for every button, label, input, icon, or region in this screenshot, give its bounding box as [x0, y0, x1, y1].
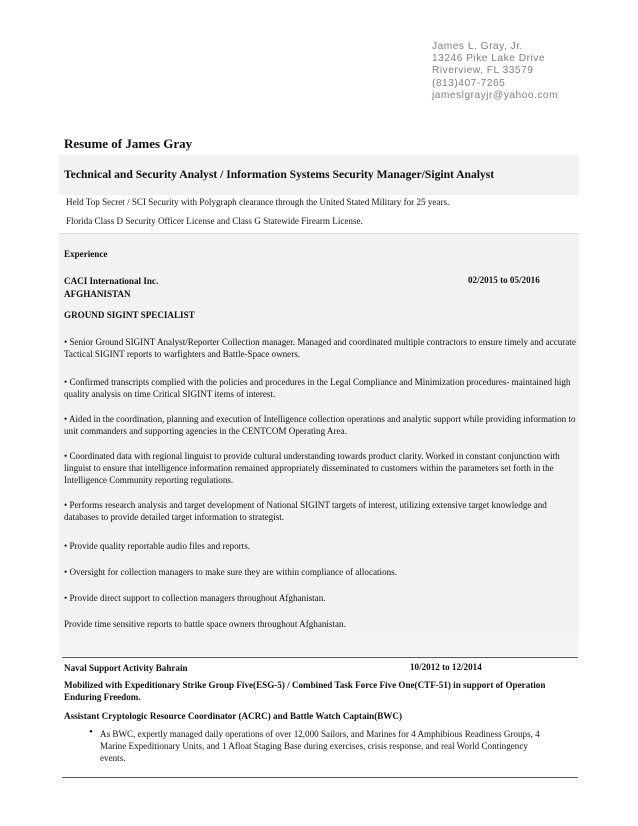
- contact-email: jameslgrayjr@yahoo.com: [432, 89, 559, 101]
- summary-line-clearance: Held Top Secret / SCI Security with Polygraph clearance through the United Stated Military for 25 years.: [66, 197, 450, 207]
- job1-dates: 02/2015 to 05/2016: [468, 275, 540, 285]
- job2-top-rule: [62, 657, 578, 658]
- job1-bullet-5: • Performs research analysis and target development of National SIGINT targets of interest, utilizing extensive target knowledge and databases to provide detailed target information to strategist.: [64, 500, 547, 523]
- job1-position: GROUND SIGINT SPECIALIST: [64, 310, 195, 320]
- contact-city: Riverview, FL 33579: [432, 65, 534, 77]
- job1-location: AFGHANISTAN: [64, 289, 131, 299]
- resume-title: Resume of James Gray: [64, 136, 193, 151]
- contact-block: [432, 41, 558, 102]
- experience-heading: Experience: [64, 249, 108, 259]
- job2-bullet-dot: •: [89, 726, 93, 738]
- job1-closing: Provide time sensitive reports to battle space owners throughout Afghanistan.: [64, 619, 346, 629]
- job-gap-band: [59, 634, 579, 656]
- job1-bullet-6: • Provide quality reportable audio files and reports.: [64, 541, 251, 551]
- contact-address: 13246 Pike Lake Drive: [432, 53, 546, 65]
- job1-bullet-4: • Coordinated data with regional linguist to provide cultural understanding towards product clarity. Worked in constant conjunction with linguist to ensure that intelligence information remained appropriately disseminated to customers within the parameters set forth in the Intelligence Community reporting regulations.: [64, 451, 560, 486]
- job2-position: Assistant Cryptologic Resource Coordinator (ACRC) and Battle Watch Captain(BWC): [64, 711, 402, 721]
- contact-phone: (813)407-7265: [432, 77, 506, 89]
- job1-employer: CACI International Inc.: [64, 276, 159, 286]
- job1-bullet-2: • Confirmed transcripts complied with the policies and procedures in the Legal Compliance and Minimization procedures- maintained high quality analysis on time Critical SIGINT items of interest.: [64, 377, 571, 400]
- job2-dates: 10/2012 to 12/2014: [410, 662, 482, 672]
- job1-bullet-3: • Aided in the coordination, planning and execution of Intelligence collection operations and analytic support while providing information to unit commanders and supporting agencies in the CENTCOM Operating Area.: [64, 414, 576, 437]
- job2-bottom-rule: [62, 777, 578, 778]
- contact-name: James L. Gray, Jr.: [432, 41, 523, 52]
- resume-subtitle: Technical and Security Analyst / Information Systems Security Manager/Sigint Analyst: [64, 168, 495, 181]
- job1-bullet-7: • Oversight for collection managers to make sure they are within compliance of allocations.: [64, 567, 397, 577]
- job1-bullet-8: • Provide direct support to collection managers throughout Afghanistan.: [64, 593, 326, 603]
- summary-line-license: Florida Class D Security Officer License and Class G Statewide Firearm License.: [66, 216, 363, 226]
- job2-assignment: Mobilized with Expeditionary Strike Group Five(ESG-5) / Combined Task Force Five One(CTF-51) in support of Operation Enduring Freedom.: [64, 680, 546, 703]
- job2-bullet-1: As BWC, expertly managed daily operations of over 12,000 Sailors, and Marines for 4 Amphibious Readiness Groups, 4 Marine Expeditionary Units, and 1 Afloat Staging Base during exercises, crisis response, and real World Contingency events.: [100, 729, 540, 764]
- job2-employer: Naval Support Activity Bahrain: [64, 663, 188, 673]
- job1-bullet-1: • Senior Ground SIGINT Analyst/Reporter Collection manager. Managed and coordinated multiple contractors to ensure timely and accurate Tactical SIGINT reports to warfighters and Battle-Space owners.: [64, 337, 576, 360]
